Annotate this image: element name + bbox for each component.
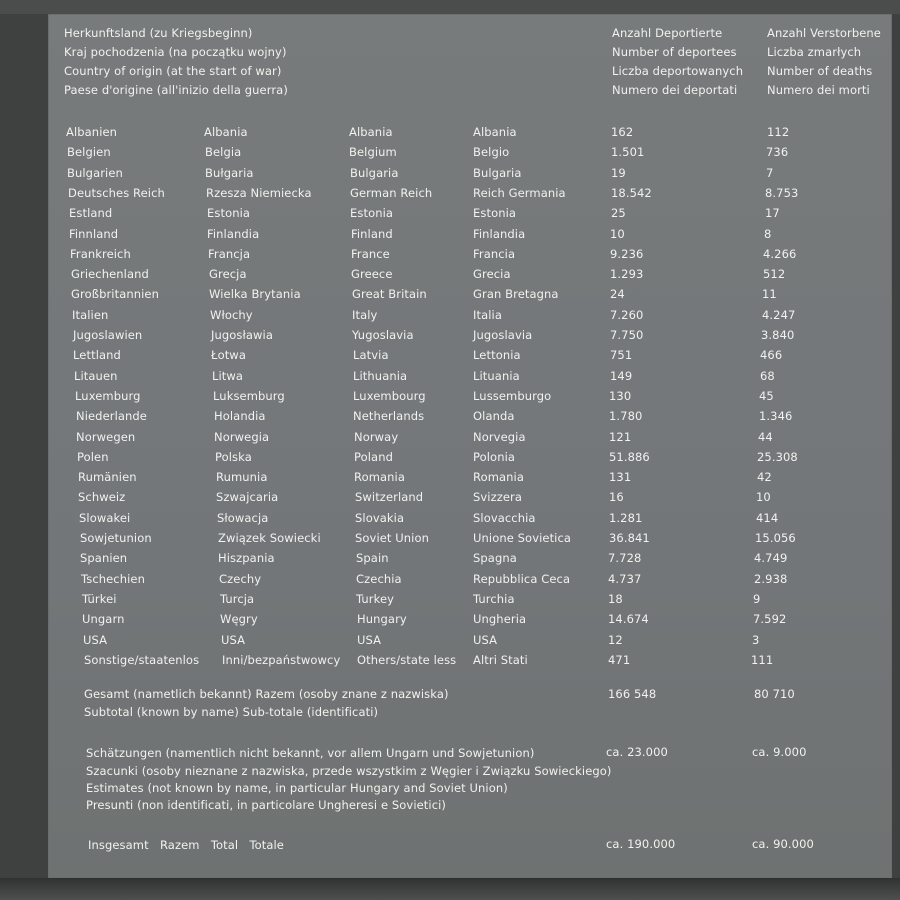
country-name-de: Türkei	[82, 592, 117, 606]
country-name-en: Hungary	[357, 612, 407, 626]
country-name-en: Norway	[354, 430, 399, 444]
country-name-pl: Wielka Brytania	[209, 287, 301, 301]
country-name-en: Great Britain	[352, 287, 427, 301]
deportees-value: 19	[611, 166, 626, 180]
estimates-label-it: Presunti (non identificati, in particolare Ungheresi e Sovietici)	[86, 798, 446, 812]
deportees-value: 149	[610, 369, 633, 383]
country-name-it: Gran Bretagna	[473, 287, 559, 301]
estimates-label-pl: Szacunki (osoby nieznane z nazwiska, przede wszystkim z Węgier i Związku Sowieckiego)	[86, 764, 612, 778]
subtotal-deaths: 80 710	[754, 687, 795, 701]
country-name-pl: Belgia	[205, 145, 242, 159]
country-name-de: Schweiz	[78, 490, 126, 504]
header-deaths-it: Numero dei morti	[767, 83, 870, 97]
deaths-value: 25.308	[757, 450, 798, 464]
country-name-it: Lettonia	[473, 348, 521, 362]
country-name-pl: Inni/bezpaństwowcy	[222, 653, 341, 667]
country-name-en: Latvia	[353, 348, 389, 362]
country-name-de: Niederlande	[76, 409, 147, 423]
country-name-it: Reich Germania	[473, 186, 566, 200]
country-name-it: Finlandia	[473, 227, 526, 241]
deportees-value: 16	[609, 490, 624, 504]
country-name-de: Polen	[77, 450, 109, 464]
header-deaths-de: Anzahl Verstorbene	[767, 26, 881, 40]
deportees-value: 751	[610, 348, 633, 362]
country-name-de: Litauen	[74, 369, 118, 383]
header-origin-de: Herkunftsland (zu Kriegsbeginn)	[64, 26, 253, 40]
country-name-en: Estonia	[350, 206, 394, 220]
deportees-value: 18	[608, 592, 623, 606]
country-name-it: Lussemburgo	[473, 389, 552, 403]
deportees-value: 4.737	[608, 572, 642, 586]
estimates-deaths: ca. 9.000	[752, 745, 807, 759]
country-name-en: Finland	[351, 227, 393, 241]
country-name-en: Albania	[349, 125, 393, 139]
country-name-en: Bulgaria	[350, 166, 399, 180]
subtotal-label-en-it: Subtotal (known by name) Sub-totale (identificati)	[84, 705, 379, 719]
country-name-pl: Finlandia	[207, 227, 260, 241]
country-name-it: Bulgaria	[473, 166, 522, 180]
deaths-value: 8.753	[765, 186, 799, 200]
total-label: Insgesamt Razem Total Totale	[88, 838, 284, 852]
wall-background-bottom	[0, 878, 900, 900]
deaths-value: 17	[765, 206, 780, 220]
country-name-pl: Bułgaria	[205, 166, 254, 180]
deportees-value: 130	[609, 389, 632, 403]
country-name-it: Repubblica Ceca	[473, 572, 571, 586]
header-deportees-pl: Liczba deportowanych	[612, 64, 744, 78]
deaths-value: 7	[766, 166, 774, 180]
country-name-de: Tschechien	[81, 572, 145, 586]
country-name-it: Turchia	[473, 592, 515, 606]
country-name-pl: USA	[221, 633, 246, 647]
wall-background-top	[0, 0, 900, 14]
country-name-en: Netherlands	[353, 409, 425, 423]
country-name-it: Lituania	[473, 369, 520, 383]
country-name-it: Romania	[473, 470, 524, 484]
country-name-de: Spanien	[80, 551, 128, 565]
country-name-it: USA	[473, 633, 498, 647]
deportees-value: 131	[609, 470, 632, 484]
estimates-label-en: Estimates (not known by name, in particular Hungary and Soviet Union)	[86, 781, 508, 795]
country-name-pl: Polska	[215, 450, 252, 464]
country-name-pl: Holandia	[214, 409, 266, 423]
country-name-de: Jugoslawien	[73, 328, 143, 342]
country-name-de: Griechenland	[71, 267, 149, 281]
country-name-it: Francia	[473, 247, 516, 261]
country-name-pl: Czechy	[219, 572, 262, 586]
deportees-value: 9.236	[610, 247, 644, 261]
deportees-value: 1.501	[611, 145, 645, 159]
country-name-de: USA	[83, 633, 108, 647]
country-name-it: Albania	[473, 125, 517, 139]
estimates-deportees: ca. 23.000	[606, 745, 668, 759]
header-origin-it: Paese d'origine (all'inizio della guerra)	[64, 83, 288, 97]
deportees-value: 10	[610, 227, 625, 241]
deportees-value: 121	[609, 430, 632, 444]
country-name-pl: Norwegia	[214, 430, 270, 444]
country-name-de: Großbritannien	[71, 287, 159, 301]
country-name-pl: Hiszpania	[218, 551, 275, 565]
country-name-pl: Włochy	[210, 308, 253, 322]
deportees-value: 25	[611, 206, 626, 220]
deaths-value: 3.840	[761, 328, 795, 342]
country-name-de: Bulgarien	[67, 166, 123, 180]
country-name-en: Czechia	[356, 572, 402, 586]
country-name-it: Polonia	[473, 450, 516, 464]
country-name-it: Spagna	[473, 551, 517, 565]
country-name-it: Italia	[473, 308, 502, 322]
country-name-it: Ungheria	[473, 612, 527, 626]
header-deaths-en: Number of deaths	[767, 64, 873, 78]
country-name-pl: Związek Sowiecki	[218, 531, 321, 545]
deportees-value: 51.886	[609, 450, 650, 464]
deaths-value: 736	[766, 145, 789, 159]
deaths-value: 8	[764, 227, 772, 241]
country-name-de: Belgien	[67, 145, 111, 159]
deportees-value: 1.780	[609, 409, 643, 423]
header-origin-en: Country of origin (at the start of war)	[64, 64, 282, 78]
deaths-value: 10	[756, 490, 771, 504]
estimates-label-de: Schätzungen (namentlich nicht bekannt, vor allem Ungarn und Sowjetunion)	[86, 746, 535, 760]
deportees-value: 162	[611, 125, 634, 139]
deportees-value: 18.542	[611, 186, 652, 200]
deaths-value: 45	[759, 389, 774, 403]
header-deportees-en: Number of deportees	[612, 45, 737, 59]
deaths-value: 2.938	[754, 572, 788, 586]
country-name-en: Others/state less	[357, 653, 457, 667]
country-name-en: France	[351, 247, 390, 261]
deaths-value: 15.056	[755, 531, 796, 545]
country-name-pl: Szwajcaria	[216, 490, 279, 504]
country-name-de: Sonstige/staatenlos	[84, 653, 200, 667]
country-name-pl: Luksemburg	[213, 389, 285, 403]
deaths-value: 466	[760, 348, 783, 362]
country-name-it: Olanda	[473, 409, 515, 423]
country-name-it: Norvegia	[473, 430, 526, 444]
country-name-it: Grecia	[473, 267, 511, 281]
deaths-value: 414	[756, 511, 779, 525]
deaths-value: 112	[767, 125, 790, 139]
country-name-it: Unione Sovietica	[473, 531, 572, 545]
deaths-value: 4.247	[762, 308, 796, 322]
country-name-de: Albanien	[66, 125, 118, 139]
header-deaths-pl: Liczba zmarłych	[767, 45, 862, 59]
total-deaths: ca. 90.000	[752, 837, 814, 851]
country-name-en: Greece	[351, 267, 393, 281]
country-name-pl: Słowacja	[217, 511, 269, 525]
deportees-value: 1.281	[609, 511, 643, 525]
country-name-en: German Reich	[350, 186, 433, 200]
country-name-de: Italien	[72, 308, 109, 322]
country-name-en: Soviet Union	[355, 531, 430, 545]
deaths-value: 11	[762, 287, 777, 301]
country-name-it: Altri Stati	[473, 653, 528, 667]
country-name-it: Svizzera	[473, 490, 523, 504]
deportees-value: 7.260	[610, 308, 644, 322]
deportees-value: 12	[608, 633, 623, 647]
country-name-it: Slovacchia	[473, 511, 536, 525]
country-name-en: Turkey	[356, 592, 395, 606]
country-name-de: Ungarn	[82, 612, 125, 626]
deportees-value: 7.750	[610, 328, 644, 342]
memorial-info-panel	[48, 14, 892, 878]
country-name-en: Italy	[352, 308, 378, 322]
country-name-en: Spain	[356, 551, 389, 565]
deaths-value: 512	[763, 267, 786, 281]
deportees-value: 1.293	[610, 267, 644, 281]
header-deportees-it: Numero dei deportati	[612, 83, 738, 97]
country-name-en: Slovakia	[355, 511, 405, 525]
country-name-en: USA	[357, 633, 382, 647]
country-name-de: Lettland	[73, 348, 121, 362]
subtotal-label-de-pl: Gesamt (nametlich bekannt) Razem (osoby znane z nazwiska)	[84, 687, 449, 701]
country-name-pl: Węgry	[220, 612, 258, 626]
country-name-de: Finnland	[69, 227, 119, 241]
country-name-en: Switzerland	[355, 490, 424, 504]
country-name-pl: Francja	[208, 247, 251, 261]
country-name-pl: Estonia	[207, 206, 251, 220]
deportees-value: 471	[608, 653, 631, 667]
deaths-value: 68	[760, 369, 775, 383]
deportees-value: 14.674	[608, 612, 649, 626]
deaths-value: 1.346	[759, 409, 793, 423]
country-name-en: Luxembourg	[353, 389, 426, 403]
subtotal-deportees: 166 548	[608, 687, 657, 701]
country-name-pl: Albania	[204, 125, 248, 139]
country-name-en: Poland	[354, 450, 393, 464]
deportees-value: 7.728	[608, 551, 642, 565]
country-name-pl: Łotwa	[211, 348, 246, 362]
country-name-en: Romania	[354, 470, 405, 484]
country-name-de: Norwegen	[76, 430, 136, 444]
deaths-value: 7.592	[753, 612, 787, 626]
country-name-en: Belgium	[349, 145, 397, 159]
country-name-de: Deutsches Reich	[68, 186, 165, 200]
country-name-pl: Litwa	[212, 369, 244, 383]
country-name-it: Belgio	[473, 145, 510, 159]
country-name-pl: Rzesza Niemiecka	[206, 186, 312, 200]
deportees-value: 24	[610, 287, 625, 301]
deaths-value: 4.266	[763, 247, 797, 261]
country-name-pl: Turcja	[220, 592, 255, 606]
country-name-it: Jugoslavia	[473, 328, 533, 342]
country-name-it: Estonia	[473, 206, 517, 220]
deaths-value: 3	[752, 633, 760, 647]
country-name-en: Yugoslavia	[352, 328, 414, 342]
header-deportees-de: Anzahl Deportierte	[612, 26, 723, 40]
deportees-value: 36.841	[609, 531, 650, 545]
country-name-de: Frankreich	[70, 247, 131, 261]
country-name-pl: Rumunia	[216, 470, 268, 484]
deaths-value: 111	[751, 653, 774, 667]
country-name-de: Rumänien	[78, 470, 137, 484]
country-name-pl: Grecja	[209, 267, 247, 281]
total-deportees: ca. 190.000	[606, 837, 676, 851]
country-name-de: Luxemburg	[75, 389, 141, 403]
deaths-value: 4.749	[754, 551, 788, 565]
deaths-value: 44	[758, 430, 773, 444]
country-name-de: Sowjetunion	[80, 531, 152, 545]
country-name-pl: Jugosławia	[211, 328, 273, 342]
deaths-value: 9	[753, 592, 761, 606]
header-origin-pl: Kraj pochodzenia (na początku wojny)	[64, 45, 287, 59]
country-name-de: Estland	[69, 206, 113, 220]
country-name-en: Lithuania	[353, 369, 408, 383]
country-name-de: Slowakei	[79, 511, 131, 525]
deaths-value: 42	[757, 470, 772, 484]
